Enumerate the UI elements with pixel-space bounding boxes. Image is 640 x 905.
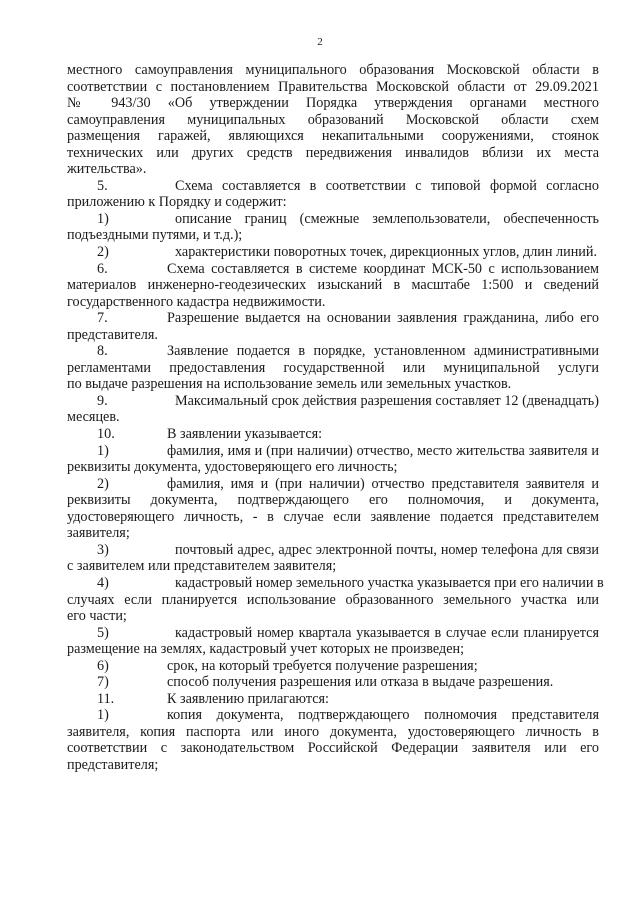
text-line: реквизиты документа, подтверждающего его полномочия, и документа, (67, 492, 599, 509)
text-line: государственного кадастра недвижимости. (67, 293, 326, 310)
item-number: 3) (97, 541, 109, 558)
text-line: материалов инженерно-геодезических изысканий в масштабе 1:500 и сведений (67, 277, 599, 294)
text-line: технических или других средств передвижения инвалидов вблизи их места (67, 144, 599, 161)
text-line: его части; (67, 608, 127, 625)
item-text: кадастровый номер земельного участка указывается при его наличии в (175, 574, 604, 591)
text-line: соответствии с законодательством Российской Федерации заявителя или его (67, 740, 599, 757)
text-line: подъездными путями, и т.д.); (67, 227, 243, 244)
item-number: 6. (97, 260, 108, 277)
item-number: 5) (97, 624, 109, 641)
item-text: Схема составляется в системе координат МСК-50 с использованием (167, 260, 599, 277)
text-line: с заявителем или представителем заявителя; (67, 558, 337, 575)
item-number: 10. (97, 426, 115, 443)
paragraph-10 (67, 426, 599, 443)
item-number: 1) (97, 210, 109, 227)
paragraph-11 (67, 691, 599, 708)
page-number: 2 (317, 36, 323, 48)
text-line (67, 443, 599, 460)
paragraph-5 (67, 178, 599, 211)
item-text: кадастровый номер квартала указывается в случае если планируется (175, 624, 599, 641)
text-line: размещения гаражей, являющихся некапитальными сооружениями, стоянок (67, 128, 599, 145)
item-number: 2) (97, 475, 109, 492)
item-number: 1) (97, 442, 109, 459)
text-line: удостоверяющего личность, - в случае если заявление подается представителем (67, 508, 599, 525)
text-line (67, 625, 599, 642)
text-line (67, 178, 599, 195)
item-text: почтовый адрес, адрес электронной почты, номер телефона для связи (175, 541, 599, 558)
item-text: описание границ (смежные землепользователи, обеспеченность (175, 210, 599, 227)
text-line: представителя; (67, 756, 159, 773)
text-line: месяцев. (67, 409, 120, 426)
item-text: К заявлению прилагаются: (167, 690, 329, 707)
text-line (67, 343, 599, 360)
text-line (67, 476, 599, 493)
item-number: 5. (97, 177, 108, 194)
text-line (67, 244, 599, 261)
item-text: В заявлении указывается: (167, 426, 323, 443)
text-line (67, 574, 604, 592)
text-line: № 943/30 «Об утверждении Порядка утверждения органами местного (67, 95, 599, 112)
item-number: 8. (97, 343, 108, 360)
item-text: Разрешение выдается на основании заявления гражданина, либо его (167, 310, 599, 327)
item-text: фамилия, имя и (при наличии) отчество представителя заявителя и (167, 475, 599, 492)
text-line: местного самоуправления муниципального образования Московской области в (67, 62, 599, 78)
item-text: Заявление подается в порядке, установленном административными (167, 343, 599, 360)
text-line: заявителя, копия паспорта или иного документа, удостоверяющего личность в (67, 723, 599, 740)
item-text: фамилия, имя и (при наличии) отчество, место жительства заявителя и (167, 442, 599, 459)
text-line (67, 674, 599, 691)
item-number: 4) (97, 574, 109, 591)
text-line (67, 658, 599, 675)
subitem-10-1 (67, 443, 599, 476)
item-number: 7. (97, 310, 108, 327)
item-text: характеристики поворотных точек, дирекционных углов, длин линий. (175, 244, 598, 261)
item-text: копия документа, подтверждающего полномочия представителя (167, 707, 599, 724)
item-number: 9. (97, 392, 108, 409)
text-line: соответствии с постановлением Правительства Московской области от 29.09.2021 (67, 78, 599, 95)
item-number: 1) (97, 707, 109, 724)
paragraph-9 (67, 393, 599, 426)
text-line: реквизиты документа, удостоверяющего его личность; (67, 459, 398, 476)
item-number: 7) (97, 674, 109, 691)
text-line: по выдаче разрешения на использование земель или земельных участков. (67, 376, 512, 393)
paragraph-6 (67, 261, 599, 311)
text-line: представителя. (67, 326, 158, 343)
text-line: заявителя; (67, 525, 130, 542)
subitem-11-1 (67, 707, 599, 773)
text-line: регламентами предоставления государственной или муниципальной услуги (67, 359, 599, 376)
item-text: Схема составляется в соответствии с типовой формой согласно (175, 177, 599, 194)
subitem-10-7 (67, 674, 599, 691)
text-line (67, 426, 599, 443)
text-line (67, 691, 599, 708)
item-text: способ получения разрешения или отказа в выдаче разрешения. (167, 674, 554, 691)
paragraph-7 (67, 310, 599, 343)
subitem-10-5 (67, 625, 599, 658)
subitem-10-2 (67, 476, 599, 542)
text-line: приложению к Порядку и содержит: (67, 194, 287, 211)
text-line (67, 211, 599, 228)
subitem-10-4 (67, 574, 604, 625)
item-text: Максимальный срок действия разрешения составляет 12 (двенадцать) (175, 392, 599, 409)
paragraph-8 (67, 343, 599, 393)
paragraph-intro-continuation (67, 62, 599, 178)
subitem-10-6 (67, 658, 599, 675)
subitem-5-1 (67, 211, 599, 244)
subitem-5-2 (67, 244, 599, 261)
text-line (67, 261, 599, 278)
text-line (67, 310, 599, 327)
text-line: жительства». (67, 161, 147, 178)
text-line: размещение на землях, кадастровый учет которых не произведен; (67, 641, 465, 658)
document-body (67, 62, 604, 774)
text-line (67, 542, 599, 559)
item-number: 11. (97, 690, 115, 707)
text-line (67, 707, 599, 724)
text-line (67, 393, 599, 410)
item-number: 2) (97, 244, 109, 261)
text-line: самоуправления муниципальных образований Московской области схем (67, 111, 599, 128)
item-number: 6) (97, 657, 109, 674)
text-line: случаях если планируется использование образованного земельного участка или (67, 591, 599, 608)
item-text: срок, на который требуется получение разрешения; (167, 657, 478, 674)
subitem-10-3 (67, 542, 599, 575)
